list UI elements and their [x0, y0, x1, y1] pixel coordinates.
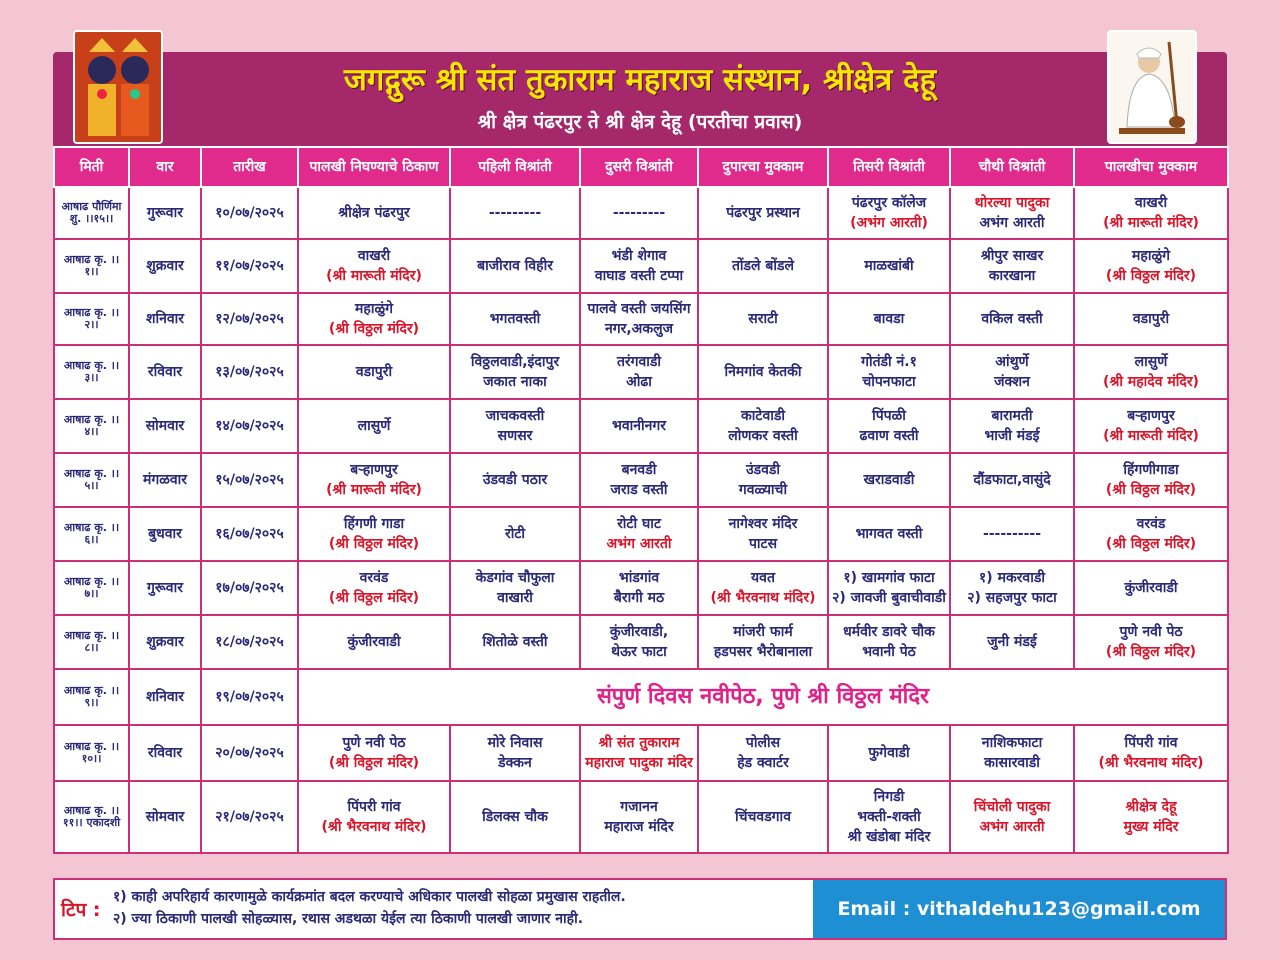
stop-line: डेक्कन [498, 755, 532, 771]
stop-line: पिंपरी गांव [347, 799, 401, 815]
stop-line: पुणे नवी पेठ [342, 735, 406, 751]
stop-cell [298, 781, 450, 853]
day-cell: सोमवार [129, 399, 201, 453]
stop-line: केडगांव चौफुला [475, 570, 555, 586]
stop-cell [828, 561, 950, 615]
miti-cell: आषाढ कृ. ।।१०।। [54, 725, 129, 781]
table-row [54, 561, 1228, 615]
miti-cell: आषाढ कृ. ।।१।। [54, 239, 129, 293]
stop-line: डिलक्स चौक [482, 809, 548, 825]
column-header: चौथी विश्रांती [950, 147, 1074, 187]
stop-line: ढवाण वस्ती [859, 428, 919, 444]
stop-cell [1074, 781, 1228, 853]
stop-cell [698, 399, 828, 453]
stop-cell [828, 453, 950, 507]
stop-line: हडपसर भैरोबानाला [713, 644, 813, 660]
stop-cell [580, 615, 698, 669]
stop-line: लोणकर वस्ती [728, 428, 798, 444]
stop-cell [950, 399, 1074, 453]
stop-line: पाटस [748, 536, 778, 552]
stop-line: (श्री विठ्ठल मंदिर) [1105, 268, 1197, 284]
stop-cell [828, 187, 950, 239]
stop-cell [950, 453, 1074, 507]
stop-line: मांजरी फार्म [733, 624, 793, 640]
stop-line: (श्री मारूती मंदिर) [326, 268, 422, 284]
stop-cell [1074, 615, 1228, 669]
stop-line: २) सहजपुर फाटा [967, 590, 1057, 606]
stop-cell [828, 293, 950, 345]
saint-image [1107, 30, 1197, 144]
stop-cell [1074, 453, 1228, 507]
day-cell: मंगळवार [129, 453, 201, 507]
stop-line: खराडवाडी [863, 472, 915, 488]
stop-cell [698, 239, 828, 293]
stop-line: भवानी पेठ [862, 644, 916, 660]
stop-line: शितोळे वस्ती [482, 634, 548, 650]
stop-line: (श्री विठ्ठल मंदिर) [1105, 536, 1197, 552]
stop-cell [580, 345, 698, 399]
stop-line: कुंजीरवाडी [1124, 580, 1178, 596]
stop-line: मोरे निवास [487, 735, 543, 751]
date-cell: २१/०७/२०२५ [201, 781, 298, 853]
date-cell: २०/०७/२०२५ [201, 725, 298, 781]
date-cell: १३/०७/२०२५ [201, 345, 298, 399]
stop-cell [298, 239, 450, 293]
stop-line: चोपनफाटा [862, 374, 916, 390]
stop-line: (अभंग आरती) [850, 215, 928, 231]
stop-line: (श्री विठ्ठल मंदिर) [328, 755, 420, 771]
stop-cell [698, 561, 828, 615]
stop-line: १) खामगांव फाटा [843, 570, 935, 586]
stop-cell [450, 187, 580, 239]
stop-cell [698, 507, 828, 561]
stop-cell [828, 507, 950, 561]
stop-cell [1074, 187, 1228, 239]
stop-line: बावडा [873, 311, 905, 327]
stop-line: विठ्ठलवाडी,इंदापुर [470, 354, 560, 370]
stop-cell [950, 561, 1074, 615]
stop-cell [950, 187, 1074, 239]
column-header: वार [129, 147, 201, 187]
date-cell: १५/०७/२०२५ [201, 453, 298, 507]
stop-line: १) मकरवाडी [979, 570, 1045, 586]
stop-cell [580, 399, 698, 453]
stop-line: थेऊर फाटा [611, 644, 667, 660]
table-row [54, 239, 1228, 293]
stop-cell [950, 345, 1074, 399]
stop-line: श्री खंडोबा मंदिर [847, 829, 931, 845]
day-cell: रविवार [129, 725, 201, 781]
stop-line: गवळ्याची [738, 482, 788, 498]
stop-cell [828, 345, 950, 399]
stop-line: भागवत वस्ती [855, 526, 923, 542]
stop-line: (श्री मारूती मंदिर) [326, 482, 422, 498]
stop-line: (श्री विठ्ठल मंदिर) [1105, 644, 1197, 660]
table-row [54, 187, 1228, 239]
stop-line: नागेश्वर मंदिर [728, 516, 798, 532]
email-contact[interactable]: Email : vithaldehu123@gmail.com [813, 880, 1225, 938]
schedule-table [53, 146, 1229, 854]
day-cell: शुक्रवार [129, 615, 201, 669]
table-row [54, 293, 1228, 345]
stop-cell [450, 293, 580, 345]
column-header: पालखीचा मुक्काम [1074, 147, 1228, 187]
miti-cell: आषाढ पौर्णिमा शु. ।।१५।। [54, 187, 129, 239]
stop-line: भवानीनगर [611, 418, 667, 434]
stop-line: फुगेवाडी [868, 745, 910, 761]
column-header: पहिली विश्रांती [450, 147, 580, 187]
stop-cell [580, 561, 698, 615]
stop-line: (श्री मारूती मंदिर) [1103, 428, 1199, 444]
tip-label: टिप : [61, 899, 101, 921]
day-cell: बुधवार [129, 507, 201, 561]
stop-line: तोंडले बोंडले [731, 258, 795, 274]
tip-lines [113, 886, 626, 930]
miti-cell: आषाढ कृ. ।।९।। [54, 669, 129, 725]
stop-cell [298, 453, 450, 507]
stop-line: हेड क्वार्टर [737, 755, 789, 771]
stop-line: (श्री महादेव मंदिर) [1103, 374, 1199, 390]
stop-line: बनवडी [621, 462, 657, 478]
stop-cell [698, 187, 828, 239]
stop-line: रोटी [504, 526, 526, 542]
stop-line: महाराज मंदिर [604, 819, 674, 835]
stop-line: नगर,अकलुज [604, 321, 674, 337]
stop-line: आंथुर्णे [995, 354, 1029, 370]
stop-cell [1074, 345, 1228, 399]
stop-line: नाशिकफाटा [981, 735, 1043, 751]
table-row [54, 725, 1228, 781]
miti-cell: आषाढ कृ. ।।७।। [54, 561, 129, 615]
stop-line: महाराज पादुका मंदिर [585, 755, 693, 771]
tip-line-1: १) काही अपरिहार्य कारणामुळे कार्यक्रमांत बदल करण्याचे अधिकार पालखी सोहळा प्रमुखास राहतील. [113, 889, 626, 905]
stop-line: (श्री भैरवनाथ मंदिर) [710, 590, 816, 606]
page-subtitle: श्री क्षेत्र पंढरपुर ते श्री क्षेत्र देहू (परतीचा प्रवास) [477, 111, 803, 133]
stop-cell [1074, 399, 1228, 453]
stop-line: (श्री विठ्ठल मंदिर) [1105, 482, 1197, 498]
stop-line: निगडी [873, 789, 905, 805]
stop-line: --------- [612, 205, 666, 221]
stop-cell [450, 453, 580, 507]
stop-cell [1074, 561, 1228, 615]
stop-line: कुंजीरवाडी [347, 634, 401, 650]
stop-cell [580, 507, 698, 561]
stop-cell [1074, 293, 1228, 345]
stop-line: जंक्शन [994, 374, 1030, 390]
stop-cell [450, 239, 580, 293]
stop-cell [698, 781, 828, 853]
stop-line: गोतंडी नं.१ [861, 354, 917, 370]
day-cell: गुरूवार [129, 561, 201, 615]
stop-cell [580, 725, 698, 781]
stop-cell [1074, 725, 1228, 781]
table-row [54, 781, 1228, 853]
stop-line: हिंगणीगाडा [1123, 462, 1179, 478]
stop-cell [580, 781, 698, 853]
stop-cell [580, 187, 698, 239]
stop-cell [580, 293, 698, 345]
table-row [54, 669, 1228, 725]
stop-line: जुनी मंडई [987, 634, 1037, 650]
stop-cell [450, 615, 580, 669]
stop-cell [950, 239, 1074, 293]
full-day-cell: संपुर्ण दिवस नवीपेठ, पुणे श्री विठ्ठल मंदिर [298, 669, 1228, 725]
stop-cell [828, 399, 950, 453]
stop-line: (श्री मारूती मंदिर) [1103, 215, 1199, 231]
stop-cell [450, 561, 580, 615]
stop-cell [298, 507, 450, 561]
stop-line: धर्मवीर डावरे चौक [843, 624, 935, 640]
stop-line: अभंग आरती [979, 215, 1045, 231]
stop-cell [828, 239, 950, 293]
stop-cell [298, 345, 450, 399]
stop-cell [950, 615, 1074, 669]
table-row [54, 507, 1228, 561]
poster-header [53, 52, 1227, 146]
date-cell: १४/०७/२०२५ [201, 399, 298, 453]
stop-line: पंढरपुर कॉलेज [851, 195, 927, 211]
stop-line: उंडवडी [745, 462, 781, 478]
stop-cell [698, 345, 828, 399]
day-cell: शुक्रवार [129, 239, 201, 293]
stop-line: (श्री भैरवनाथ मंदिर) [1098, 755, 1204, 771]
stop-cell [298, 399, 450, 453]
schedule-poster [53, 52, 1227, 940]
stop-line: बारामती [991, 408, 1033, 424]
miti-cell: आषाढ कृ. ।।४।। [54, 399, 129, 453]
stop-line: पंढरपुर प्रस्थान [726, 205, 800, 221]
stop-line: ---------- [982, 526, 1042, 542]
stop-line: --------- [488, 205, 542, 221]
table-row [54, 345, 1228, 399]
stop-line: पालवे वस्ती जयसिंग [587, 301, 691, 317]
stop-cell [950, 507, 1074, 561]
table-header-row [54, 147, 1228, 187]
stop-line: भक्ती-शक्ती [857, 809, 921, 825]
stop-cell [298, 293, 450, 345]
stop-cell [450, 399, 580, 453]
stop-line: वकिल वस्ती [981, 311, 1043, 327]
stop-line: वरवंड [359, 570, 389, 586]
day-cell: शनिवार [129, 293, 201, 345]
stop-line: पुणे नवी पेठ [1119, 624, 1183, 640]
stop-cell [450, 507, 580, 561]
stop-line: वडापुरी [1132, 311, 1170, 327]
stop-line: (श्री विठ्ठल मंदिर) [328, 321, 420, 337]
day-cell: गुरूवार [129, 187, 201, 239]
stop-line: बऱ्हाणपुर [1127, 408, 1175, 424]
stop-line: पिंपळी [872, 408, 906, 424]
stop-line: जाचकवस्ती [485, 408, 545, 424]
stop-line: मुख्य मंदिर [1123, 819, 1179, 835]
stop-cell [580, 453, 698, 507]
stop-cell [828, 615, 950, 669]
stop-line: वरवंड [1136, 516, 1166, 532]
stop-cell [698, 453, 828, 507]
stop-line: चिंचवडगाव [735, 809, 791, 825]
stop-cell [950, 293, 1074, 345]
stop-line: लासुर्णे [357, 418, 391, 434]
stop-cell [698, 293, 828, 345]
stop-line: जकात नाका [483, 374, 547, 390]
date-cell: १८/०७/२०२५ [201, 615, 298, 669]
stop-line: (श्री विठ्ठल मंदिर) [328, 590, 420, 606]
miti-cell: आषाढ कृ. ।।६।। [54, 507, 129, 561]
stop-cell [698, 615, 828, 669]
day-cell: शनिवार [129, 669, 201, 725]
stop-line: बऱ्हाणपुर [350, 462, 398, 478]
stop-line: अभंग आरती [979, 819, 1045, 835]
stop-cell [950, 781, 1074, 853]
column-header: दुसरी विश्रांती [580, 147, 698, 187]
stop-cell [298, 725, 450, 781]
stop-line: भांडगांव [618, 570, 660, 586]
tip-line-2: २) ज्या ठिकाणी पालखी सोहळ्यास, रथास अडथळा येईल त्या ठिकाणी पालखी जाणार नाही. [113, 911, 584, 927]
miti-cell: आषाढ कृ. ।।११।। एकादशी [54, 781, 129, 853]
column-header: तिसरी विश्रांती [828, 147, 950, 187]
date-cell: १७/०७/२०२५ [201, 561, 298, 615]
stop-line: चिंचोली पादुका [973, 799, 1051, 815]
stop-line: माळखांबी [864, 258, 914, 274]
miti-cell: आषाढ कृ. ।।८।। [54, 615, 129, 669]
stop-line: महाळुंगे [1132, 248, 1170, 264]
stop-cell [580, 239, 698, 293]
column-header: पालखी निघण्याचे ठिकाण [298, 147, 450, 187]
stop-line: वडापुरी [355, 364, 393, 380]
stop-cell [1074, 507, 1228, 561]
stop-line: काटेवाडी [741, 408, 785, 424]
stop-line: श्रीक्षेत्र पंढरपुर [338, 205, 410, 221]
table-row [54, 399, 1228, 453]
stop-line: वाखरी [1134, 195, 1168, 211]
stop-line: भगतवस्ती [489, 311, 541, 327]
miti-cell: आषाढ कृ. ।।३।। [54, 345, 129, 399]
stop-line: उंडवडी पठार [482, 472, 548, 488]
stop-line: पोलीस [745, 735, 781, 751]
stop-line: (श्री भैरवनाथ मंदिर) [321, 819, 427, 835]
stop-line: २) जावजी बुवाचीवाडी [832, 590, 946, 606]
stop-cell [828, 781, 950, 853]
stop-line: सराटी [748, 311, 778, 327]
stop-cell [450, 781, 580, 853]
date-cell: १६/०७/२०२५ [201, 507, 298, 561]
stop-cell [298, 561, 450, 615]
stop-line: निमगांव केतकी [724, 364, 802, 380]
stop-line: दौंडफाटा,वासुंदे [973, 472, 1051, 488]
page-title: जगद्गुरू श्री संत तुकाराम महाराज संस्थान, श्रीक्षेत्र देहू [343, 62, 937, 98]
stop-line: जराड वस्ती [610, 482, 668, 498]
stop-line: बैरागी मठ [613, 590, 665, 606]
date-cell: १०/०७/२०२५ [201, 187, 298, 239]
stop-line: श्रीक्षेत्र देहू [1125, 799, 1177, 815]
stop-cell [298, 187, 450, 239]
table-row [54, 615, 1228, 669]
stop-cell [698, 725, 828, 781]
day-cell: रविवार [129, 345, 201, 399]
date-cell: १२/०७/२०२५ [201, 293, 298, 345]
stop-cell [828, 725, 950, 781]
miti-cell: आषाढ कृ. ।।२।। [54, 293, 129, 345]
column-header: दुपारचा मुक्काम [698, 147, 828, 187]
stop-cell [950, 725, 1074, 781]
stop-line: वाखरी [357, 248, 391, 264]
date-cell: ११/०७/२०२५ [201, 239, 298, 293]
stop-line: श्रीपुर साखर [980, 248, 1044, 264]
stop-line: कारखाना [988, 268, 1036, 284]
stop-cell [1074, 239, 1228, 293]
stop-line: भंडी शेगाव [611, 248, 667, 264]
stop-line: महाळुंगे [355, 301, 393, 317]
schedule-body [54, 187, 1228, 853]
column-header: तारीख [201, 147, 298, 187]
stop-line: सणसर [497, 428, 533, 444]
stop-line: भाजी मंडई [984, 428, 1040, 444]
stop-line: लासुर्णे [1134, 354, 1168, 370]
stop-line: यवत [751, 570, 775, 586]
stop-line: वाखारी [497, 590, 533, 606]
stop-line: रोटी घाट [617, 516, 661, 532]
stop-line: ओढा [626, 374, 652, 390]
footer-notes [53, 878, 1227, 940]
stop-line: वाघाड वस्ती टप्पा [594, 268, 684, 284]
stop-line: पिंपरी गांव [1124, 735, 1178, 751]
stop-cell [450, 345, 580, 399]
stop-line: अभंग आरती [606, 536, 672, 552]
day-cell: सोमवार [129, 781, 201, 853]
stop-line: तरंगवाडी [616, 354, 662, 370]
stop-line: (श्री विठ्ठल मंदिर) [328, 536, 420, 552]
stop-line: कासारवाडी [984, 755, 1040, 771]
miti-cell: आषाढ कृ. ।।५।। [54, 453, 129, 507]
stop-line: गजानन [620, 799, 658, 815]
stop-line: बाजीराव विहीर [477, 258, 553, 274]
stop-line: श्री संत तुकाराम [598, 735, 680, 751]
date-cell: १९/०७/२०२५ [201, 669, 298, 725]
stop-line: कुंजीरवाडी, [609, 624, 669, 640]
table-row [54, 453, 1228, 507]
stop-cell [450, 725, 580, 781]
stop-line: थोरल्या पादुका [974, 195, 1050, 211]
stop-cell [298, 615, 450, 669]
schedule-table-wrap [53, 146, 1227, 854]
stop-line: हिंगणी गाडा [343, 516, 405, 532]
column-header: मिती [54, 147, 129, 187]
